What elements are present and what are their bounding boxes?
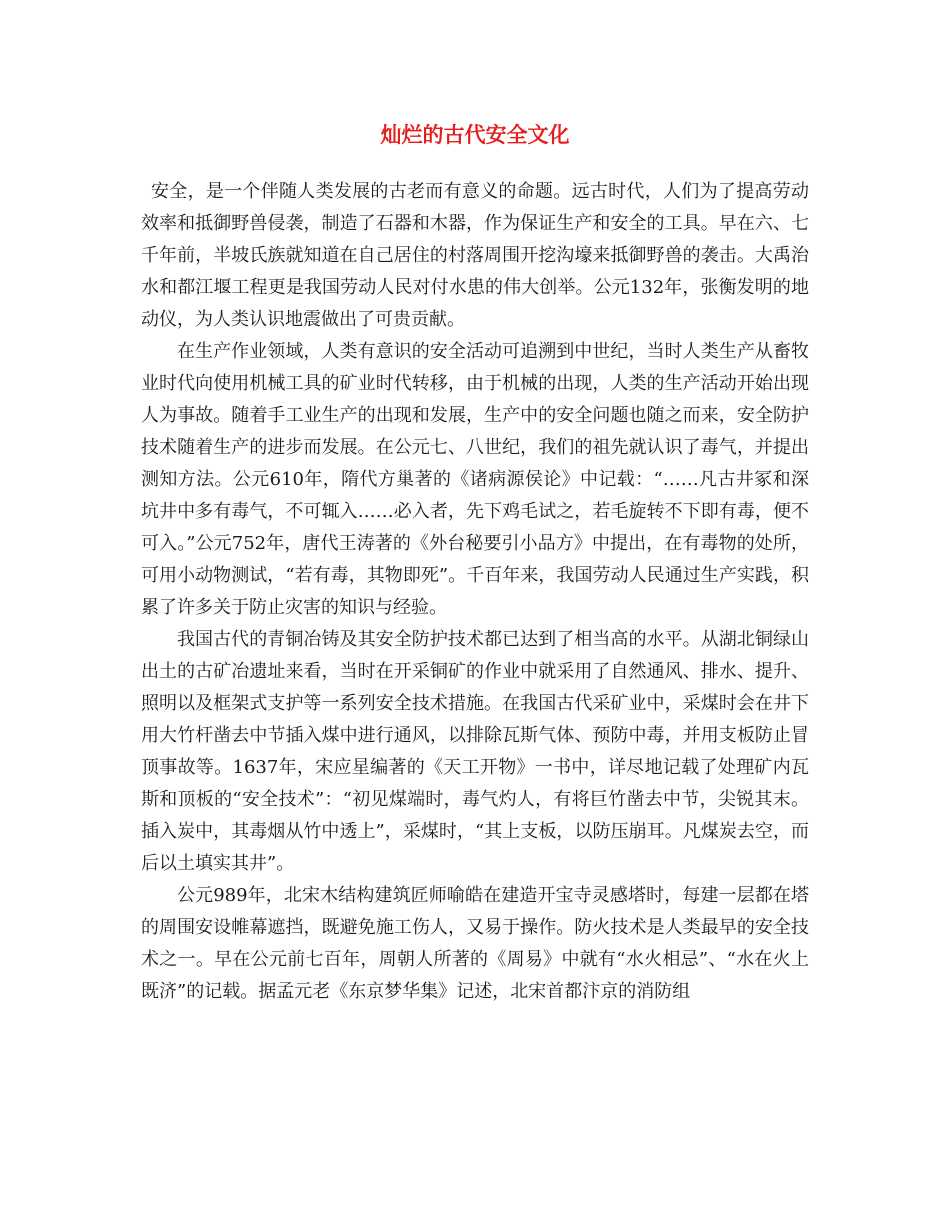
document-title: 灿烂的古代安全文化 — [380, 122, 570, 147]
document-body — [141, 176, 809, 1008]
paragraph-2: 在生产作业领域，人类有意识的安全活动可追溯到中世纪，当时人类生产从畜牧业时代向使用机械工具的矿业时代转移，由于机械的出现，人类的生产活动开始出现人为事故。随着手工业生产的出现和发展，生产中的安全问题也随之而来，安全防护技术随着生产的进步而发展。在公元七、八世纪，我们的祖先就认识了毒气，并提出测知方法。公元610年，隋代方巢著的《诸病源侯论》中记载：“……凡古井冢和深坑井中多有毒气，不可辄入……必入者，先下鸡毛试之，若毛旋转不下即有毒，便不可入。”公元752年，唐代王涛著的《外台秘要引小品方》中提出，在有毒物的处所，可用小动物测试，“若有毒，其物即死”。千百年来，我国劳动人民通过生产实践，积累了许多关于防止灾害的知识与经验。 — [141, 341, 809, 618]
paragraph-4: 公元989年，北宋木结构建筑匠师喻皓在建造开宝寺灵感塔时，每建一层都在塔的周围安设帷幕遮挡，既避免施工伤人，又易于操作。防火技术是人类最早的安全技术之一。早在公元前七百年，周朝人所著的《周易》中就有“水火相忌”、“水在火上既济”的记载。据孟元老《东京梦华集》记述，北宋首都汴京的消防组 — [141, 885, 809, 1002]
paragraph-3: 我国古代的青铜冶铸及其安全防护技术都已达到了相当高的水平。从湖北铜绿山出土的古矿冶遗址来看，当时在开采铜矿的作业中就采用了自然通风、排水、提升、照明以及框架式支护等一系列安全技术措施。在我国古代采矿业中，采煤时会在井下用大竹杆凿去中节插入煤中进行通风，以排除瓦斯气体、预防中毒，并用支板防止冒顶事故等。1637年，宋应星编著的《天工开物》一书中，详尽地记载了处理矿内瓦斯和顶板的“安全技术”：“初见煤端时，毒气灼人，有将巨竹凿去中节，尖锐其末。插入炭中，其毒烟从竹中透上”，采煤时，“其上支板，以防压崩耳。凡煤炭去空，而后以土填实其井”。 — [141, 629, 809, 874]
paragraph-1: 安全，是一个伴随人类发展的古老而有意义的命题。远古时代，人们为了提高劳动效率和抵御野兽侵袭，制造了石器和木器，作为保证生产和安全的工具。早在六、七千年前，半坡氏族就知道在自己居住的村落周围开挖沟壕来抵御野兽的袭击。大禹治水和都江堰工程更是我国劳动人民对付水患的伟大创举。公元132年，张衡发明的地动仪，为人类认识地震做出了可贵贡献。 — [141, 181, 809, 330]
